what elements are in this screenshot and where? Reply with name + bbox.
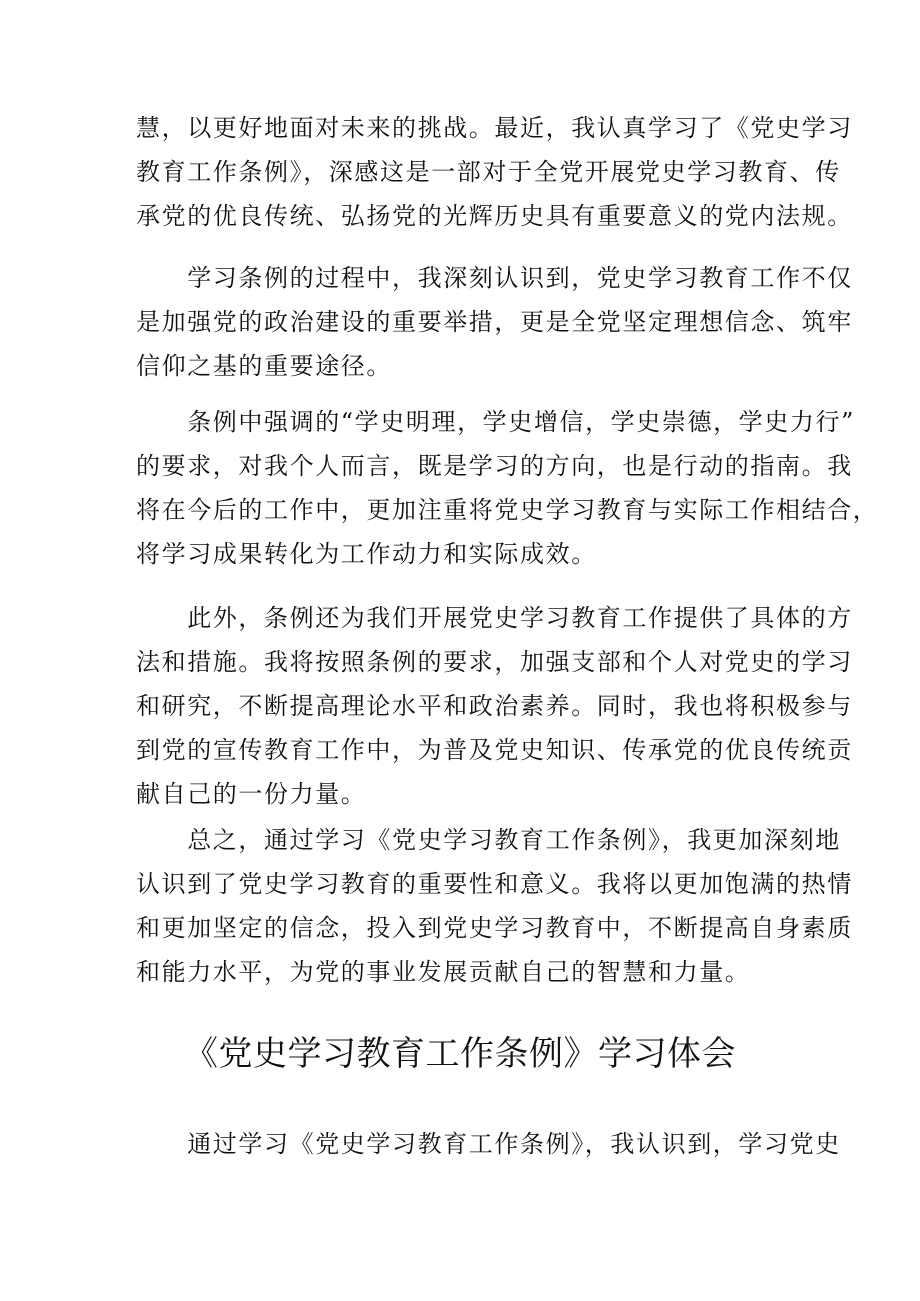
paragraph-2	[136, 256, 853, 388]
paragraph-5	[136, 818, 853, 994]
paragraph-line: 此外，条例还为我们开展党史学习教育工作提供了具体的方	[136, 604, 853, 632]
paragraph-line: 慧，以更好地面对未来的挑战。最近，我认真学习了《党史学习	[136, 114, 853, 142]
paragraph-line: 和研究，不断提高理论水平和政治素养。同时，我也将积极参与	[136, 692, 853, 720]
paragraph-line: 将学习成果转化为工作动力和实际成效。	[136, 540, 597, 568]
paragraph-1	[136, 106, 853, 238]
paragraph-line: 和能力水平，为党的事业发展贡献自己的智慧和力量。	[136, 958, 751, 986]
paragraph-line: 教育工作条例》，深感这是一部对于全党开展党史学习教育、传	[136, 158, 841, 186]
paragraph-line: 献自己的一份力量。	[136, 780, 367, 808]
paragraph-line: 条例中强调的“学史明理，学史增信，学史崇德，学史力行”	[136, 408, 855, 436]
paragraph-line: 是加强党的政治建设的重要举措，更是全党坚定理想信念、筑牢	[136, 308, 853, 336]
paragraph-line: 信仰之基的重要途径。	[136, 352, 392, 380]
paragraph-4	[136, 596, 853, 816]
paragraph-line: 通过学习《党史学习教育工作条例》，我认识到，学习党史	[136, 1130, 841, 1158]
section-title: 《党史学习教育工作条例》学习体会	[184, 1034, 736, 1074]
paragraph-line: 总之，通过学习《党史学习教育工作条例》，我更加深刻地	[136, 826, 841, 854]
paragraph-line: 将在今后的工作中，更加注重将党史学习教育与实际工作相结合，	[136, 496, 879, 524]
paragraph-line: 认识到了党史学习教育的重要性和意义。我将以更加饱满的热情	[136, 870, 853, 898]
paragraph-line: 学习条例的过程中，我深刻认识到，党史学习教育工作不仅	[136, 264, 853, 292]
paragraph-line: 承党的优良传统、弘扬党的光辉历史具有重要意义的党内法规。	[136, 202, 853, 230]
next-paragraph	[136, 1122, 841, 1166]
paragraph-line: 到党的宣传教育工作中，为普及党史知识、传承党的优良传统贡	[136, 736, 853, 764]
paragraph-line: 法和措施。我将按照条例的要求，加强支部和个人对党史的学习	[136, 648, 853, 676]
paragraph-line: 和更加坚定的信念，投入到党史学习教育中，不断提高自身素质	[136, 914, 853, 942]
paragraph-line: 的要求，对我个人而言，既是学习的方向，也是行动的指南。我	[136, 452, 853, 480]
paragraph-3	[136, 400, 879, 576]
